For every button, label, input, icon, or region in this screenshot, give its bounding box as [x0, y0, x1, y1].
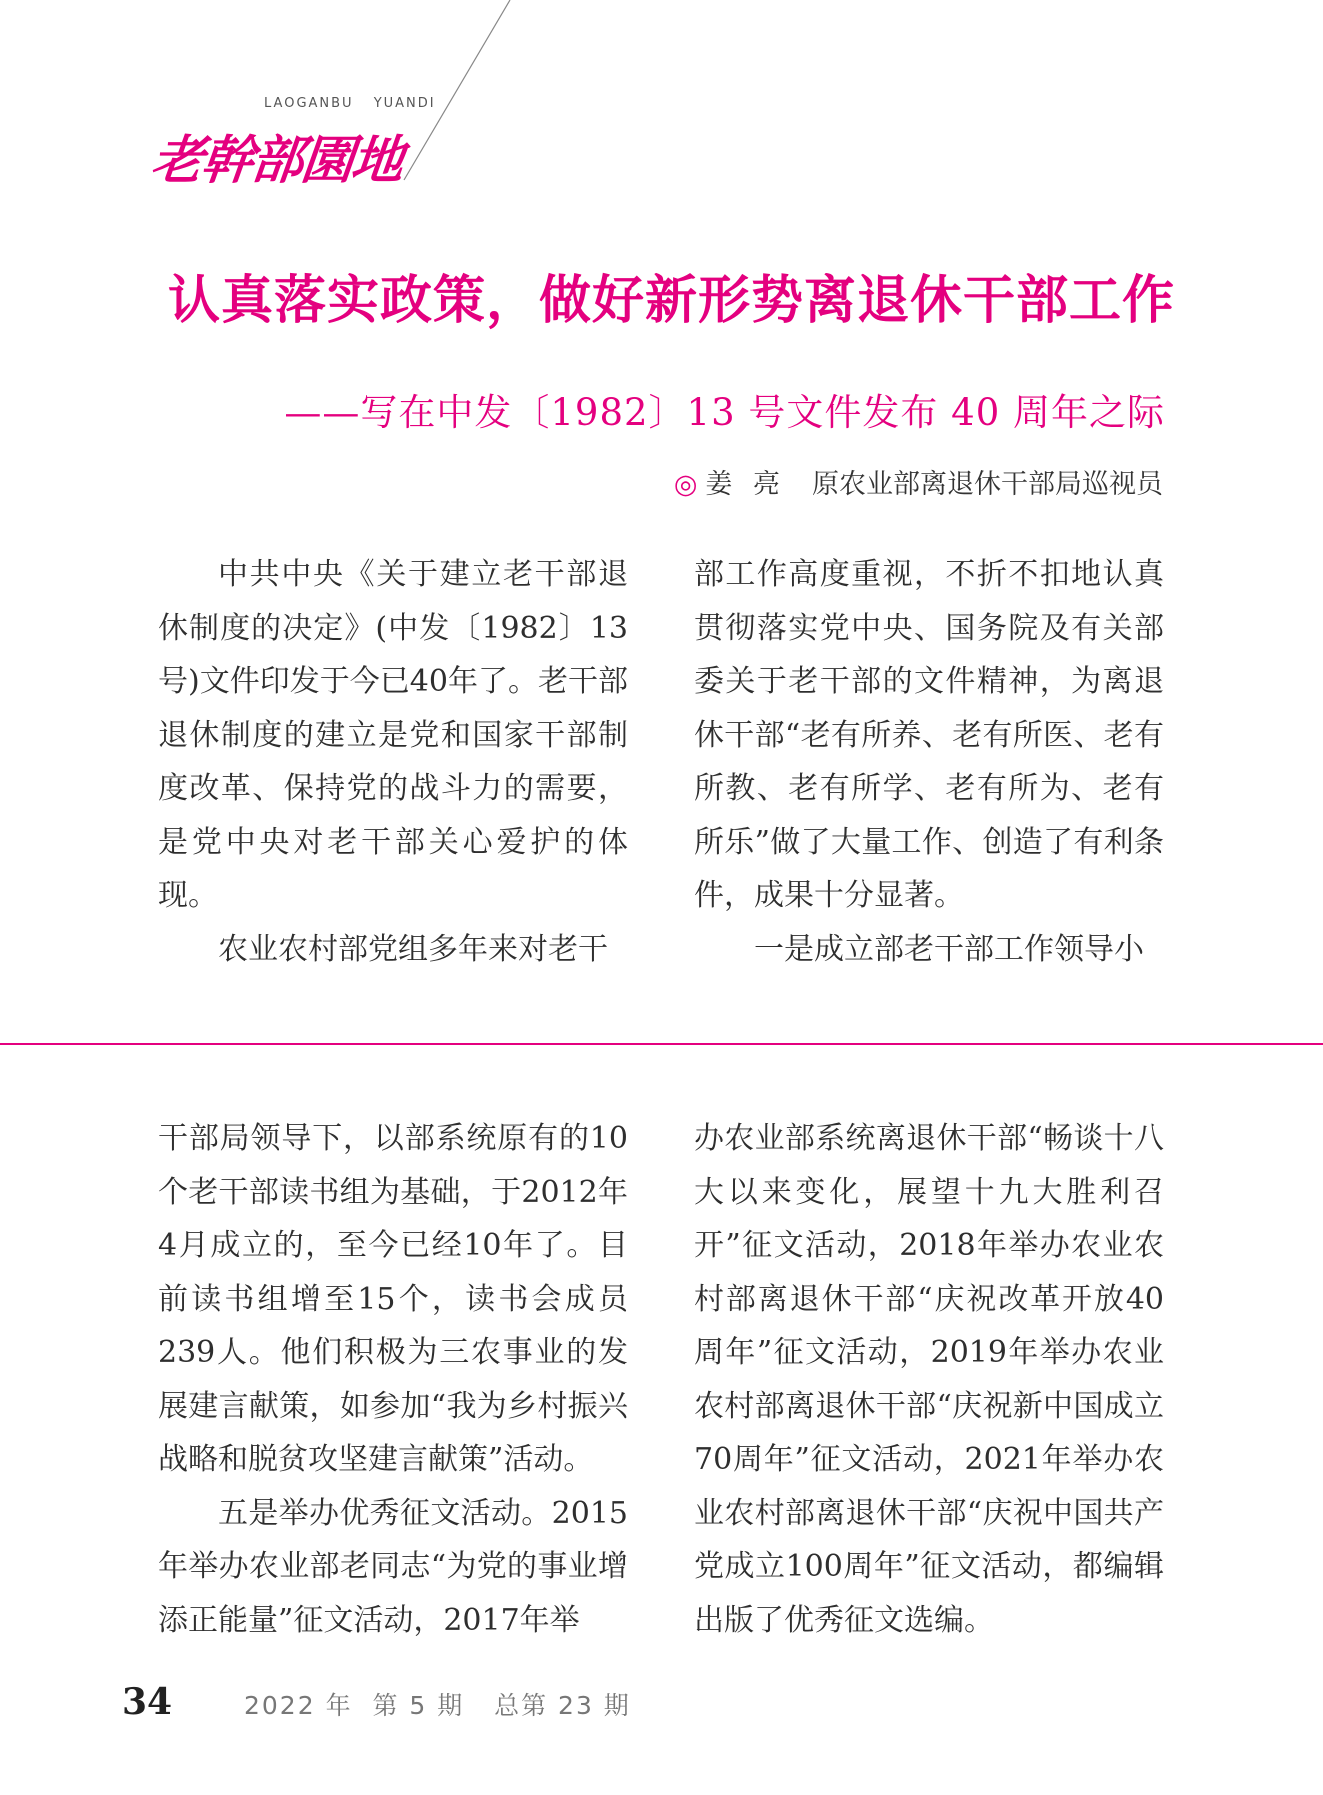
byline-mark-icon: ◎	[673, 469, 698, 500]
section-divider	[0, 1043, 1323, 1045]
text-column-2	[694, 548, 1164, 976]
page-number: 34	[122, 1681, 173, 1723]
article-title: 认真落实政策，做好新形势离退休干部工作	[168, 271, 1176, 331]
article-subtitle: ——写在中发〔1982〕13 号文件发布 40 周年之际	[284, 391, 1165, 434]
text-column-1	[158, 548, 628, 976]
paragraph: 部工作高度重视，不折不扣地认真贯彻落实党中央、国务院及有关部委关于老干部的文件精神，为离退休干部“老有所养、老有所医、老有所教、老有所学、老有所为、老有所乐”做了大量工作、创造了有利条件，成果十分显著。	[694, 557, 1164, 913]
column-logo: 老幹部園地	[148, 130, 405, 191]
author-title: 原农业部离退休干部局巡视员	[812, 469, 1163, 500]
text-column-4	[694, 1112, 1164, 1647]
author-name: 姜 亮	[705, 469, 786, 500]
paragraph: 五是举办优秀征文活动。2015年举办农业部老同志“为党的事业增添正能量”征文活动，2017年举	[158, 1495, 628, 1638]
paragraph: 干部局领导下，以部系统原有的10个老干部读书组为基础，于2012年4月成立的，至今已经10年了。目前读书组增至15个，读书会成员239人。他们积极为三农事业的发展建言献策，如参加“我为乡村振兴战略和脱贫攻坚建言献策”活动。	[158, 1121, 628, 1477]
paragraph: 农业农村部党组多年来对老干	[218, 931, 608, 967]
issue-info: 2022 年 第 5 期 总第 23 期	[244, 1691, 631, 1720]
paragraph: 一是成立部老干部工作领导小	[754, 931, 1144, 967]
text-column-3	[158, 1112, 628, 1647]
paragraph: 办农业部系统离退休干部“畅谈十八大以来变化，展望十九大胜利召开”征文活动，2018年举办农业农村部离退休干部“庆祝改革开放40周年”征文活动，2019年举办农业农村部离退休干部“庆祝新中国成立70周年”征文活动，2021年举办农业农村部离退休干部“庆祝中国共产党成立100周年”征文活动，都编辑出版了优秀征文选编。	[694, 1121, 1164, 1638]
paragraph: 中共中央《关于建立老干部退休制度的决定》(中发〔1982〕13号)文件印发于今已40年了。老干部退休制度的建立是党和国家干部制度改革、保持党的战斗力的需要，是党中央对老干部关心爱护的体现。	[158, 557, 628, 913]
byline	[674, 462, 1163, 501]
logo-english-text: LAOGANBU YUANDI	[264, 96, 436, 111]
